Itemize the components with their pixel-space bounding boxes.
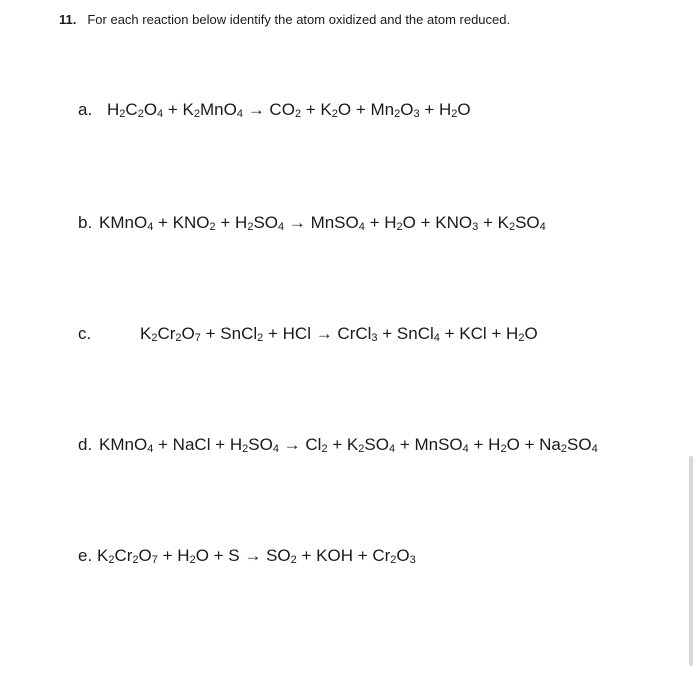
reaction-label: b.: [78, 213, 93, 232]
reaction-label: d.: [78, 435, 93, 454]
reaction-a: [78, 100, 471, 120]
question-number: 11.: [59, 12, 77, 27]
reaction-equation: $K_2Cr_2O_7 + H_2O + S \to SO_2$ + KOH + $Cr_2O_3$: [97, 546, 416, 566]
reaction-label: e.: [78, 546, 93, 565]
reaction-d: [78, 435, 598, 455]
reaction-e: [78, 546, 416, 566]
reaction-b: [78, 213, 546, 233]
reaction-equation: KMnO$_4$ + $KNO_2 + H_2SO_4$ → MnSO$_4$ + $H_2O + KNO_3 + K_2SO_4$: [99, 213, 546, 233]
question-header: [59, 12, 510, 27]
reaction-equation: $H_2C_2O_4 + K_2MnO_4 \to CO_2 + K_2O + Mn_2O_3 + H_2O$: [107, 100, 471, 120]
question-prompt: For each reaction below identify the atom oxidized and the atom reduced.: [87, 12, 511, 27]
reaction-c: [78, 324, 538, 344]
reaction-label: a.: [78, 100, 93, 119]
reaction-label: c.: [78, 324, 92, 343]
reaction-equation: KMnO$_4$ + NaCl + $H_2SO_4 \to Cl_2 + K_2SO_4$ + MnSO$_4$ + $H_2O + Na_2SO_4$: [99, 435, 598, 455]
vertical-scrollbar[interactable]: [689, 456, 693, 666]
reaction-equation: $K_2Cr_2O_7$ + SnCl$_2$ + HCl → CrCl$_3$ + SnCl$_4$ + KCl + $H_2O$: [140, 324, 538, 344]
